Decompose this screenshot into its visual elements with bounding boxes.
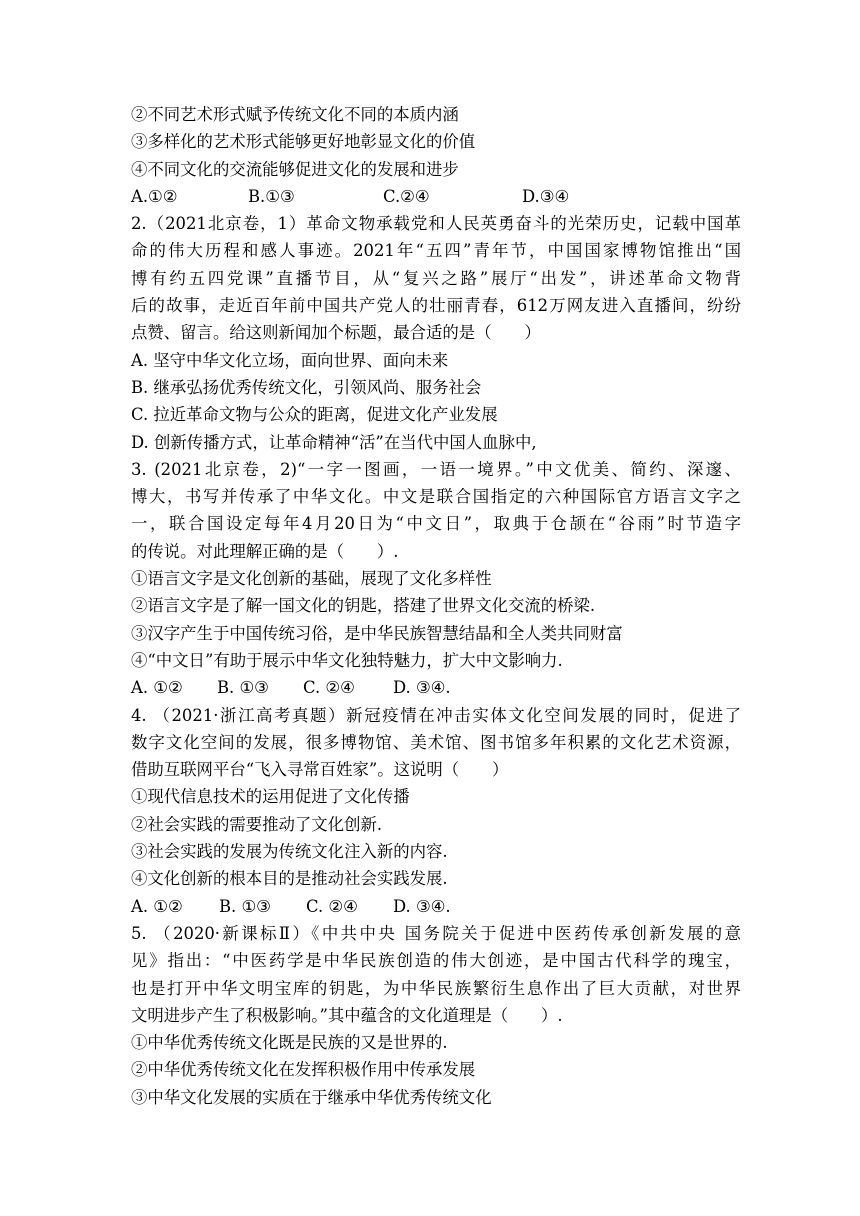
q4-options	[131, 893, 741, 920]
q5-statement: ③中华文化发展的实质在于继承中华优秀传统文化	[131, 1087, 492, 1107]
q2-stem-line: 命的伟大历程和感人事迹。2021年“五四”青年节，中国国家博物馆推出“国	[131, 241, 741, 261]
q4-statement: ①现代信息技术的运用促进了文化传播	[131, 787, 410, 807]
q5-stem-line: 也是打开中华文明宝库的钥匙，为中华民族繁衍生息作出了巨大贡献，对世界	[131, 978, 741, 998]
q5-statement: ①中华优秀传统文化既是民族的又是世界的.	[131, 1033, 448, 1053]
q4-option-a: A. ①②	[131, 896, 183, 916]
q4-option-d: D. ③④.	[393, 896, 451, 916]
q3-stem-line: 3. (2021北京卷，2)“一字一图画，一语一境界。”中文优美、简约、深邃、	[131, 459, 741, 479]
q3-options	[131, 674, 741, 701]
q2-option-c: C. 拉近革命文物与公众的距离，促进文化产业发展	[131, 405, 498, 425]
q2-option-d: D. 创新传播方式，让革命精神“活”在当代中国人血脉中,	[131, 432, 537, 452]
q2-stem-line: 2.（2021北京卷，1）革命文物承载党和人民英勇奋斗的光荣历史，记载中国革	[131, 214, 741, 234]
q1-statement-3: ③多样化的艺术形式能够更好地彰显文化的价值	[131, 132, 476, 152]
q5-statement: ②中华优秀传统文化在发挥积极作用中传承发展	[131, 1060, 476, 1080]
q2-stem-line: 博有约五四党课”直播节目，从“复兴之路”展厅“出发”，讲述革命文物背	[131, 268, 741, 288]
q2-stem-line: 点赞、留言。给这则新闻加个标题，最合适的是（ ）	[131, 323, 541, 343]
q2-option-a: A. 坚守中华文化立场，面向世界、面向未来	[131, 350, 449, 370]
q3-statement: ④“中文日”有助于展示中华文化独特魅力，扩大中文影响力.	[131, 650, 563, 670]
q1-statement-4: ④不同文化的交流能够促进文化的发展和进步	[131, 159, 459, 179]
q3-stem-line: 博大，书写并传承了中华文化。中文是联合国指定的六种国际官方语言文字之	[131, 487, 741, 507]
q5-stem-line: 文明进步产生了积极影响。”其中蕴含的文化道理是（ ）.	[131, 1005, 563, 1025]
q3-option-d: D. ③④.	[393, 678, 451, 698]
q1-option-a: A.①②	[131, 186, 178, 206]
q1-statement-2: ②不同艺术形式赋予传统文化不同的本质内涵	[131, 105, 459, 124]
q3-option-b: B. ①③	[217, 678, 269, 698]
question-content	[131, 101, 741, 1111]
q4-statement: ④文化创新的根本目的是推动社会实践发展.	[131, 869, 448, 889]
q3-statement: ②语言文字是了解一国文化的钥匙，搭建了世界文化交流的桥梁.	[131, 596, 596, 616]
q4-option-b: B. ①③	[219, 896, 271, 916]
q3-option-a: A. ①②	[131, 678, 183, 698]
q3-stem-line: 的传说。对此理解正确的是（ ）.	[131, 541, 399, 561]
q3-statement: ③汉字产生于中国传统习俗，是中华民族智慧结晶和全人类共同财富	[131, 623, 623, 643]
q4-stem-line: 4. （2021·浙江高考真题）新冠疫情在冲击实体文化空间发展的同时，促进了	[131, 705, 741, 725]
q5-stem-line: 5. （2020·新课标Ⅱ）《中共中央 国务院关于促进中医药传承创新发展的意	[131, 923, 741, 943]
q4-option-c: C. ②④	[306, 896, 358, 916]
q3-statement: ①语言文字是文化创新的基础，展现了文化多样性	[131, 569, 492, 589]
q4-stem-line: 数字文化空间的发展，很多博物馆、美术馆、图书馆多年积累的文化艺术资源，	[131, 732, 741, 752]
q4-statement: ②社会实践的需要推动了文化创新.	[131, 814, 383, 834]
q3-stem-line: 一，联合国设定每年4月20日为“中文日”，取典于仓颉在“谷雨”时节造字	[131, 514, 741, 534]
q1-option-b: B.①③	[248, 186, 295, 206]
q2-stem-line: 后的故事，走近百年前中国共产党人的壮丽青春，612万网友进入直播间，纷纷	[131, 296, 741, 316]
q4-statement: ③社会实践的发展为传统文化注入新的内容.	[131, 842, 448, 862]
q5-stem-line: 见》指出：“中医药学是中华民族创造的伟大创迹，是中国古代科学的瑰宝，	[131, 951, 741, 971]
q1-option-c: C.②④	[383, 186, 430, 206]
q3-option-c: C. ②④	[303, 678, 355, 698]
q4-stem-line: 借助互联网平台“飞入寻常百姓家”。这说明（ ）	[131, 760, 509, 780]
q2-option-b: B. 继承弘扬优秀传统文化，引领风尚、服务社会	[131, 377, 482, 397]
q1-option-d: D.③④	[522, 186, 570, 206]
q1-options	[131, 183, 741, 210]
